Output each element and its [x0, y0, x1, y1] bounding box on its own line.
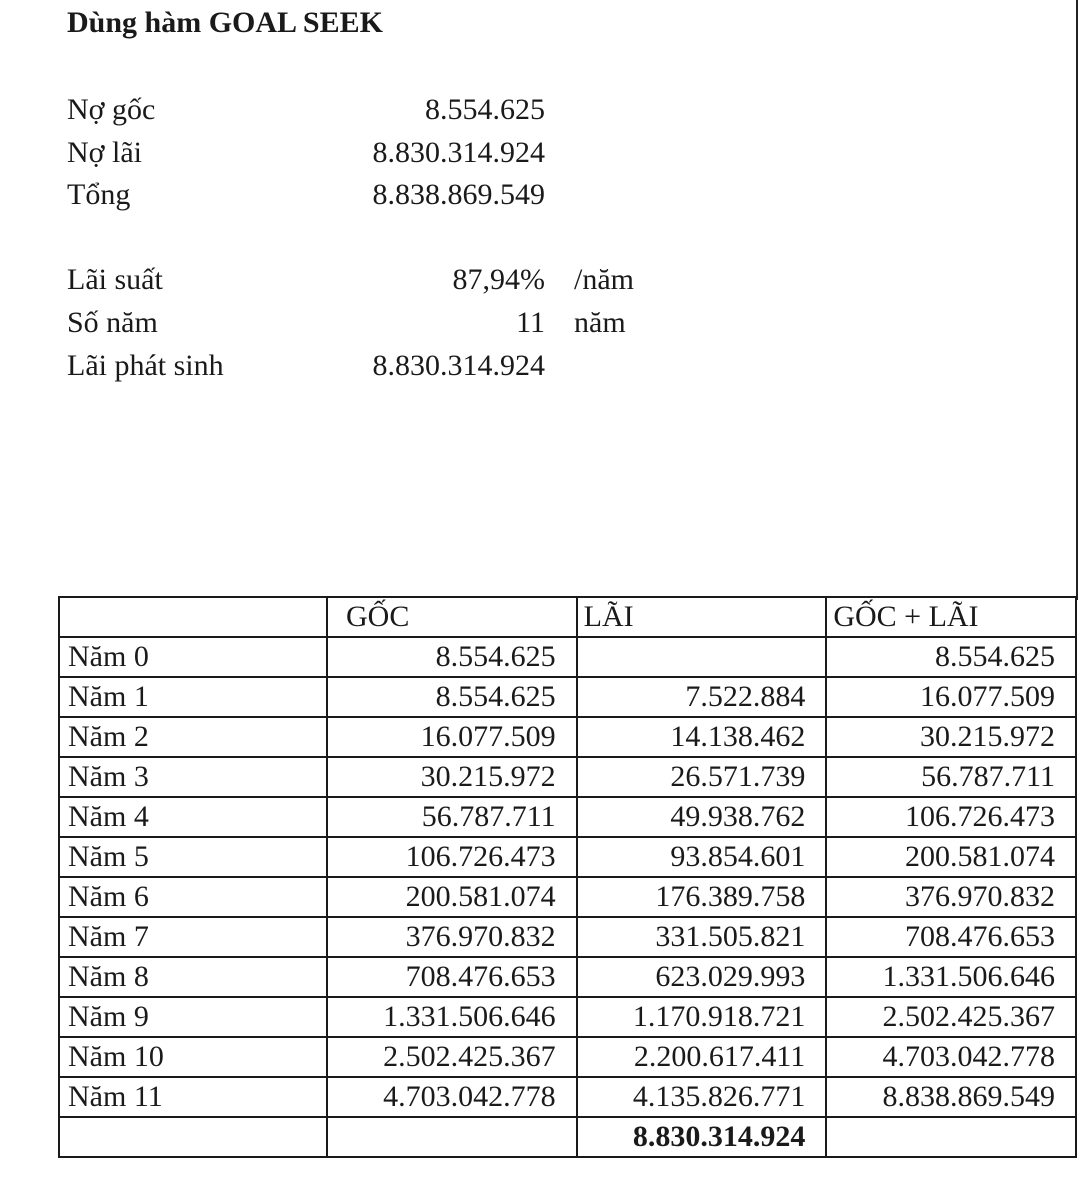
table-cell: 708.476.653: [327, 957, 577, 997]
table-cell: 200.581.074: [826, 837, 1076, 877]
params-value: 11: [516, 306, 545, 339]
summary-row: [67, 90, 767, 130]
table-cell: [826, 1117, 1076, 1157]
summary-value: 8.554.625: [425, 93, 545, 126]
table-cell: 30.215.972: [327, 757, 577, 797]
summary-label: Nợ lãi: [67, 136, 143, 169]
table-cell: GỐC: [327, 597, 577, 637]
params-value: 8.830.314.924: [372, 349, 545, 382]
table-cell: Năm 7: [59, 917, 327, 957]
params-unit: năm: [574, 306, 626, 339]
table-cell: Năm 8: [59, 957, 327, 997]
table-cell: 106.726.473: [327, 837, 577, 877]
table-cell: 376.970.832: [826, 877, 1076, 917]
table-cell: 708.476.653: [826, 917, 1076, 957]
table-row: [59, 1077, 1076, 1117]
table-row: [59, 877, 1076, 917]
table-cell: 2.502.425.367: [826, 997, 1076, 1037]
table-cell: 4.703.042.778: [826, 1037, 1076, 1077]
table-cell: 8.838.869.549: [826, 1077, 1076, 1117]
table-cell: 106.726.473: [826, 797, 1076, 837]
table-row: [59, 797, 1076, 837]
table-cell: 1.170.918.721: [577, 997, 827, 1037]
table-cell: [59, 597, 327, 637]
table-cell: Năm 9: [59, 997, 327, 1037]
table-cell: 56.787.711: [327, 797, 577, 837]
table-cell: Năm 1: [59, 677, 327, 717]
table-row: [59, 997, 1076, 1037]
summary-label: Tổng: [67, 178, 131, 211]
table-cell: Năm 0: [59, 637, 327, 677]
summary-value: 8.838.869.549: [372, 178, 545, 211]
table-cell: 176.389.758: [577, 877, 827, 917]
table-total-row: [59, 1117, 1076, 1157]
table-cell: 4.703.042.778: [327, 1077, 577, 1117]
table-cell: 200.581.074: [327, 877, 577, 917]
table-cell: [59, 1117, 327, 1157]
table-cell: 7.522.884: [577, 677, 827, 717]
summary-label: Nợ gốc: [67, 93, 156, 126]
page-title: Dùng hàm GOAL SEEK: [67, 6, 383, 39]
summary-value: 8.830.314.924: [372, 136, 545, 169]
table-cell: Năm 5: [59, 837, 327, 877]
table-cell: 16.077.509: [826, 677, 1076, 717]
table-cell: 4.135.826.771: [577, 1077, 827, 1117]
page-right-border: [1076, 0, 1078, 600]
table-cell: 1.331.506.646: [826, 957, 1076, 997]
params-row: [67, 346, 767, 386]
table-cell: 26.571.739: [577, 757, 827, 797]
summary-row: [67, 175, 767, 215]
table-cell: Năm 2: [59, 717, 327, 757]
table-row: [59, 677, 1076, 717]
table-cell: Năm 11: [59, 1077, 327, 1117]
params-row: [67, 260, 767, 300]
table-cell: 376.970.832: [327, 917, 577, 957]
table-cell: GỐC + LÃI: [826, 597, 1076, 637]
params-value: 87,94%: [452, 263, 545, 296]
table-cell: Năm 4: [59, 797, 327, 837]
table-cell: 8.554.625: [327, 637, 577, 677]
table-cell: 623.029.993: [577, 957, 827, 997]
table-cell: 30.215.972: [826, 717, 1076, 757]
summary-row: [67, 133, 767, 173]
table-cell: 16.077.509: [327, 717, 577, 757]
table-cell: 14.138.462: [577, 717, 827, 757]
table-cell: [577, 637, 827, 677]
table-cell: [327, 1117, 577, 1157]
params-label: Lãi phát sinh: [67, 349, 224, 382]
params-label: Lãi suất: [67, 263, 163, 296]
interest-table: [58, 596, 1077, 1158]
table-cell: 8.554.625: [826, 637, 1076, 677]
table-row: [59, 1037, 1076, 1077]
table-row: [59, 637, 1076, 677]
table-cell: LÃI: [577, 597, 827, 637]
table-cell: 2.200.617.411: [577, 1037, 827, 1077]
table-cell: 56.787.711: [826, 757, 1076, 797]
table-header-row: [59, 597, 1076, 637]
table-cell: 331.505.821: [577, 917, 827, 957]
params-label: Số năm: [67, 306, 158, 339]
table-cell: 8.830.314.924: [577, 1117, 827, 1157]
table-cell: Năm 6: [59, 877, 327, 917]
table-row: [59, 917, 1076, 957]
table-cell: 49.938.762: [577, 797, 827, 837]
table-cell: 2.502.425.367: [327, 1037, 577, 1077]
table-cell: Năm 10: [59, 1037, 327, 1077]
table-row: [59, 837, 1076, 877]
table-row: [59, 957, 1076, 997]
table-cell: 1.331.506.646: [327, 997, 577, 1037]
table-row: [59, 757, 1076, 797]
params-row: [67, 303, 767, 343]
table-row: [59, 717, 1076, 757]
params-unit: /năm: [574, 263, 634, 296]
table-cell: 93.854.601: [577, 837, 827, 877]
table-cell: 8.554.625: [327, 677, 577, 717]
table-cell: Năm 3: [59, 757, 327, 797]
